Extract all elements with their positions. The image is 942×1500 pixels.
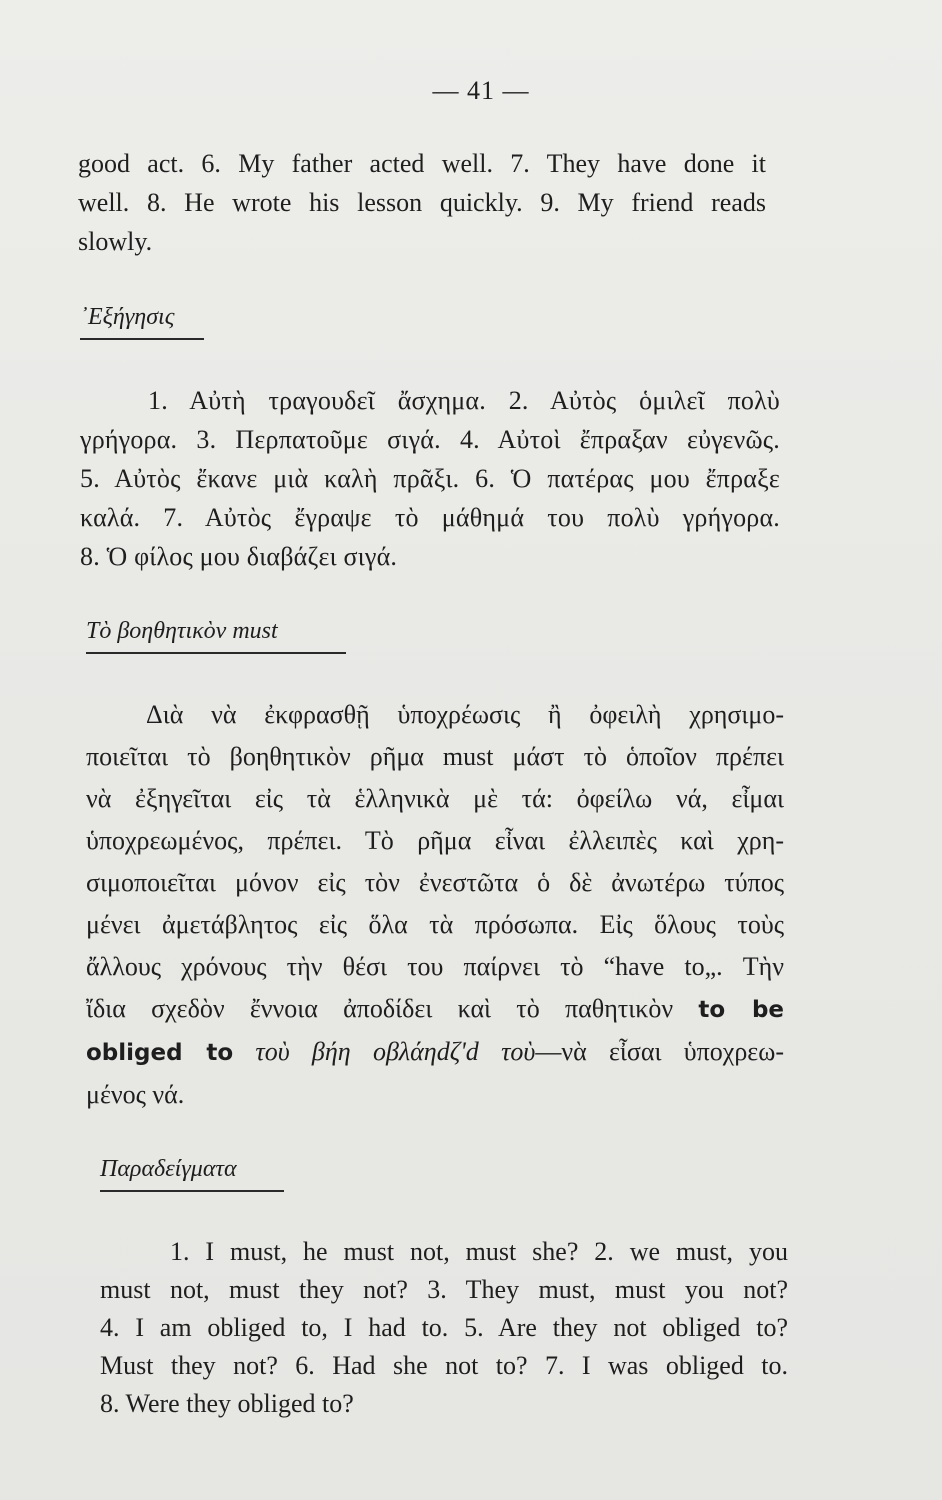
must-line: νὰ ἐξηγεῖται εἰς τὰ ἑλληνικὰ μὲ τά: ὀφείλω νά, εἶμαι [86,784,784,813]
must-line-text: —νὰ εἶσαι ὑποχρεω- [535,1037,784,1066]
must-line-text: ἴδια σχεδὸν ἔννοια ἀποδίδει καὶ τὸ παθητικὸν [86,994,674,1023]
example-line: 4. I am obliged to, I had to. 5. Are they not obliged to? [100,1313,788,1342]
example-line: Must they not? 6. Had she not to? 7. I was obliged to. [100,1351,788,1380]
must-paragraph [86,694,784,1116]
examples-paragraph [100,1233,788,1423]
must-line: ἄλλους χρόνους τὴν θέσι του παίρνει τὸ “have to„. Τὴν [86,952,784,981]
must-line: μένει ἀμετάβλητος εἰς ὅλα τὰ πρόσωπα. Εἰς ὅλους τοὺς [86,910,784,939]
must-line [86,988,784,1031]
intro-paragraph [78,144,766,261]
example-line: 1. I must, he must not, must she? 2. we must, you [170,1237,788,1266]
exegesis-line: 8. Ὁ φίλος μου διαβάζει σιγά. [80,542,398,571]
must-line: ὑποχρεωμένος, πρέπει. Τὸ ρῆμα εἶναι ἐλλειπὲς καὶ χρη- [86,826,784,855]
intro-line: good act. 6. My father acted well. 7. They have done it [78,149,766,178]
exegesis-paragraph [80,381,780,576]
must-line: μένος νά. [86,1080,185,1109]
exegesis-line: καλά. 7. Αὐτὸς ἔγραψε τὸ μάθημά του πολὺ γρήγορα. [80,503,780,532]
section-heading-exegesis: ᾿Εξήγησις [80,302,204,340]
must-line: ποιεῖται τὸ βοηθητικὸν ρῆμα must μάστ τὸ ὁποῖον πρέπει [86,742,784,771]
exegesis-line: γρήγορα. 3. Περπατοῦμε σιγά. 4. Αὐτοὶ ἔπραξαν εὐγενῶς. [80,425,780,454]
bold-phrase-to-be: to be [698,997,785,1023]
section-heading-must: Τὸ βοηθητικὸν must [86,616,346,654]
section-heading-examples: Παραδείγματα [100,1154,284,1192]
bold-phrase-obliged-to: obliged to [86,1040,234,1066]
page-number: — 41 — [432,76,530,105]
must-line [86,1031,784,1074]
must-line: Διὰ νὰ ἐκφρασθῇ ὑποχρέωσις ἢ ὀφειλὴ χρησιμο- [146,700,784,729]
must-line: σιμοποιεῖται μόνον εἰς τὸν ἐνεστῶτα ὁ δὲ ἀνωτέρω τύπος [86,868,784,897]
example-line: 8. Were they obliged to? [100,1389,354,1418]
exegesis-line: 5. Αὐτὸς ἔκανε μιὰ καλὴ πρᾶξι. 6. Ὁ πατέρας μου ἔπραξε [80,464,780,493]
example-line: must not, must they not? 3. They must, must you not? [100,1275,788,1304]
pronunciation-text: τοὺ βήη οβλάηdζ'd τοὺ [255,1037,536,1066]
intro-line: slowly. [78,227,153,256]
intro-line: well. 8. He wrote his lesson quickly. 9. My friend reads [78,188,766,217]
exegesis-line: 1. Αὐτὴ τραγουδεῖ ἄσχημα. 2. Αὐτὸς ὁμιλεῖ πολὺ [148,386,780,415]
